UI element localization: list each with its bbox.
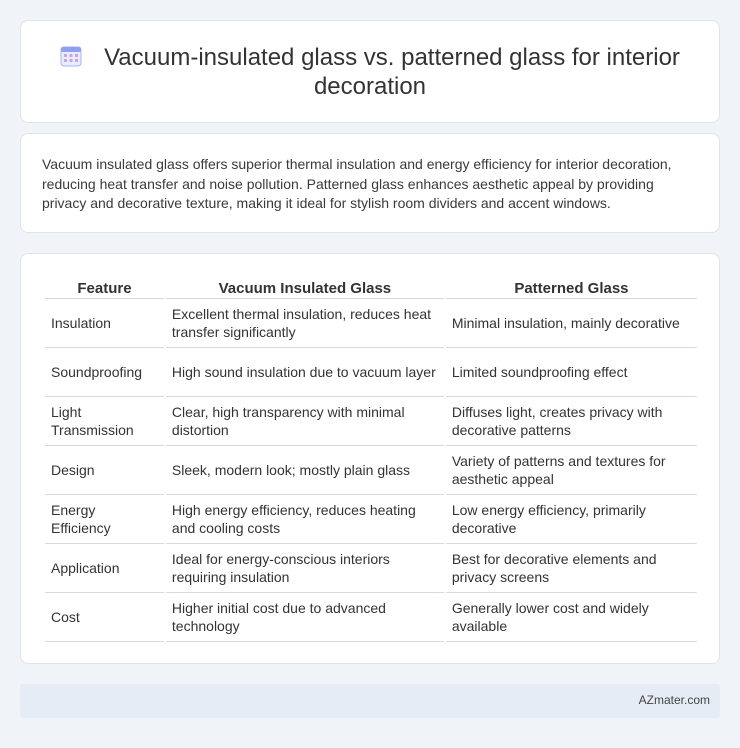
footer-brand[interactable]: AZmater.com [638,693,710,707]
cell-vacuum: Excellent thermal insulation, reduces heat transfer significantly [166,299,444,348]
intro-paragraph: Vacuum insulated glass offers superior thermal insulation and energy efficiency for interior decoration, reducing heat transfer and noise pollution. Patterned glass enhances aesthetic appeal by providing privacy and decorative texture, making it ideal for stylish room dividers and accent windows. [42,156,672,211]
table-header-row [45,274,697,299]
cell-vacuum: Clear, high transparency with minimal distortion [166,397,444,446]
table-row [45,495,697,544]
cell-patterned: Minimal insulation, mainly decorative [446,299,697,348]
cell-vacuum: High energy efficiency, reduces heating and cooling costs [166,495,444,544]
cell-feature: Insulation [45,299,164,348]
table-row [45,544,697,593]
intro-card [20,133,720,233]
page-title-wrap [21,43,719,101]
header-feature: Feature [45,274,164,299]
page-title: Vacuum-insulated glass vs. patterned glass for interior decoration [104,44,680,100]
cell-patterned: Best for decorative elements and privacy screens [446,544,697,593]
header-vacuum-glass: Vacuum Insulated Glass [166,274,444,299]
cell-patterned: Diffuses light, creates privacy with decorative patterns [446,397,697,446]
cell-feature: Design [45,446,164,495]
cell-feature: Cost [45,593,164,642]
table-row [45,593,697,642]
cell-vacuum: High sound insulation due to vacuum layer [166,348,444,397]
cell-patterned: Generally lower cost and widely available [446,593,697,642]
comparison-table [43,274,699,642]
table-row [45,348,697,397]
cell-patterned: Variety of patterns and textures for aesthetic appeal [446,446,697,495]
table-row [45,397,697,446]
calendar-icon [60,45,82,67]
cell-vacuum: Sleek, modern look; mostly plain glass [166,446,444,495]
cell-feature: Light Transmission [45,397,164,446]
table-row [45,299,697,348]
cell-feature: Energy Efficiency [45,495,164,544]
header-patterned-glass: Patterned Glass [446,274,697,299]
cell-patterned: Limited soundproofing effect [446,348,697,397]
cell-feature: Application [45,544,164,593]
table-card [20,253,720,664]
cell-feature: Soundproofing [45,348,164,397]
footer-bar [20,684,720,718]
cell-vacuum: Higher initial cost due to advanced technology [166,593,444,642]
table-row [45,446,697,495]
title-card [20,20,720,123]
cell-vacuum: Ideal for energy-conscious interiors requiring insulation [166,544,444,593]
cell-patterned: Low energy efficiency, primarily decorative [446,495,697,544]
